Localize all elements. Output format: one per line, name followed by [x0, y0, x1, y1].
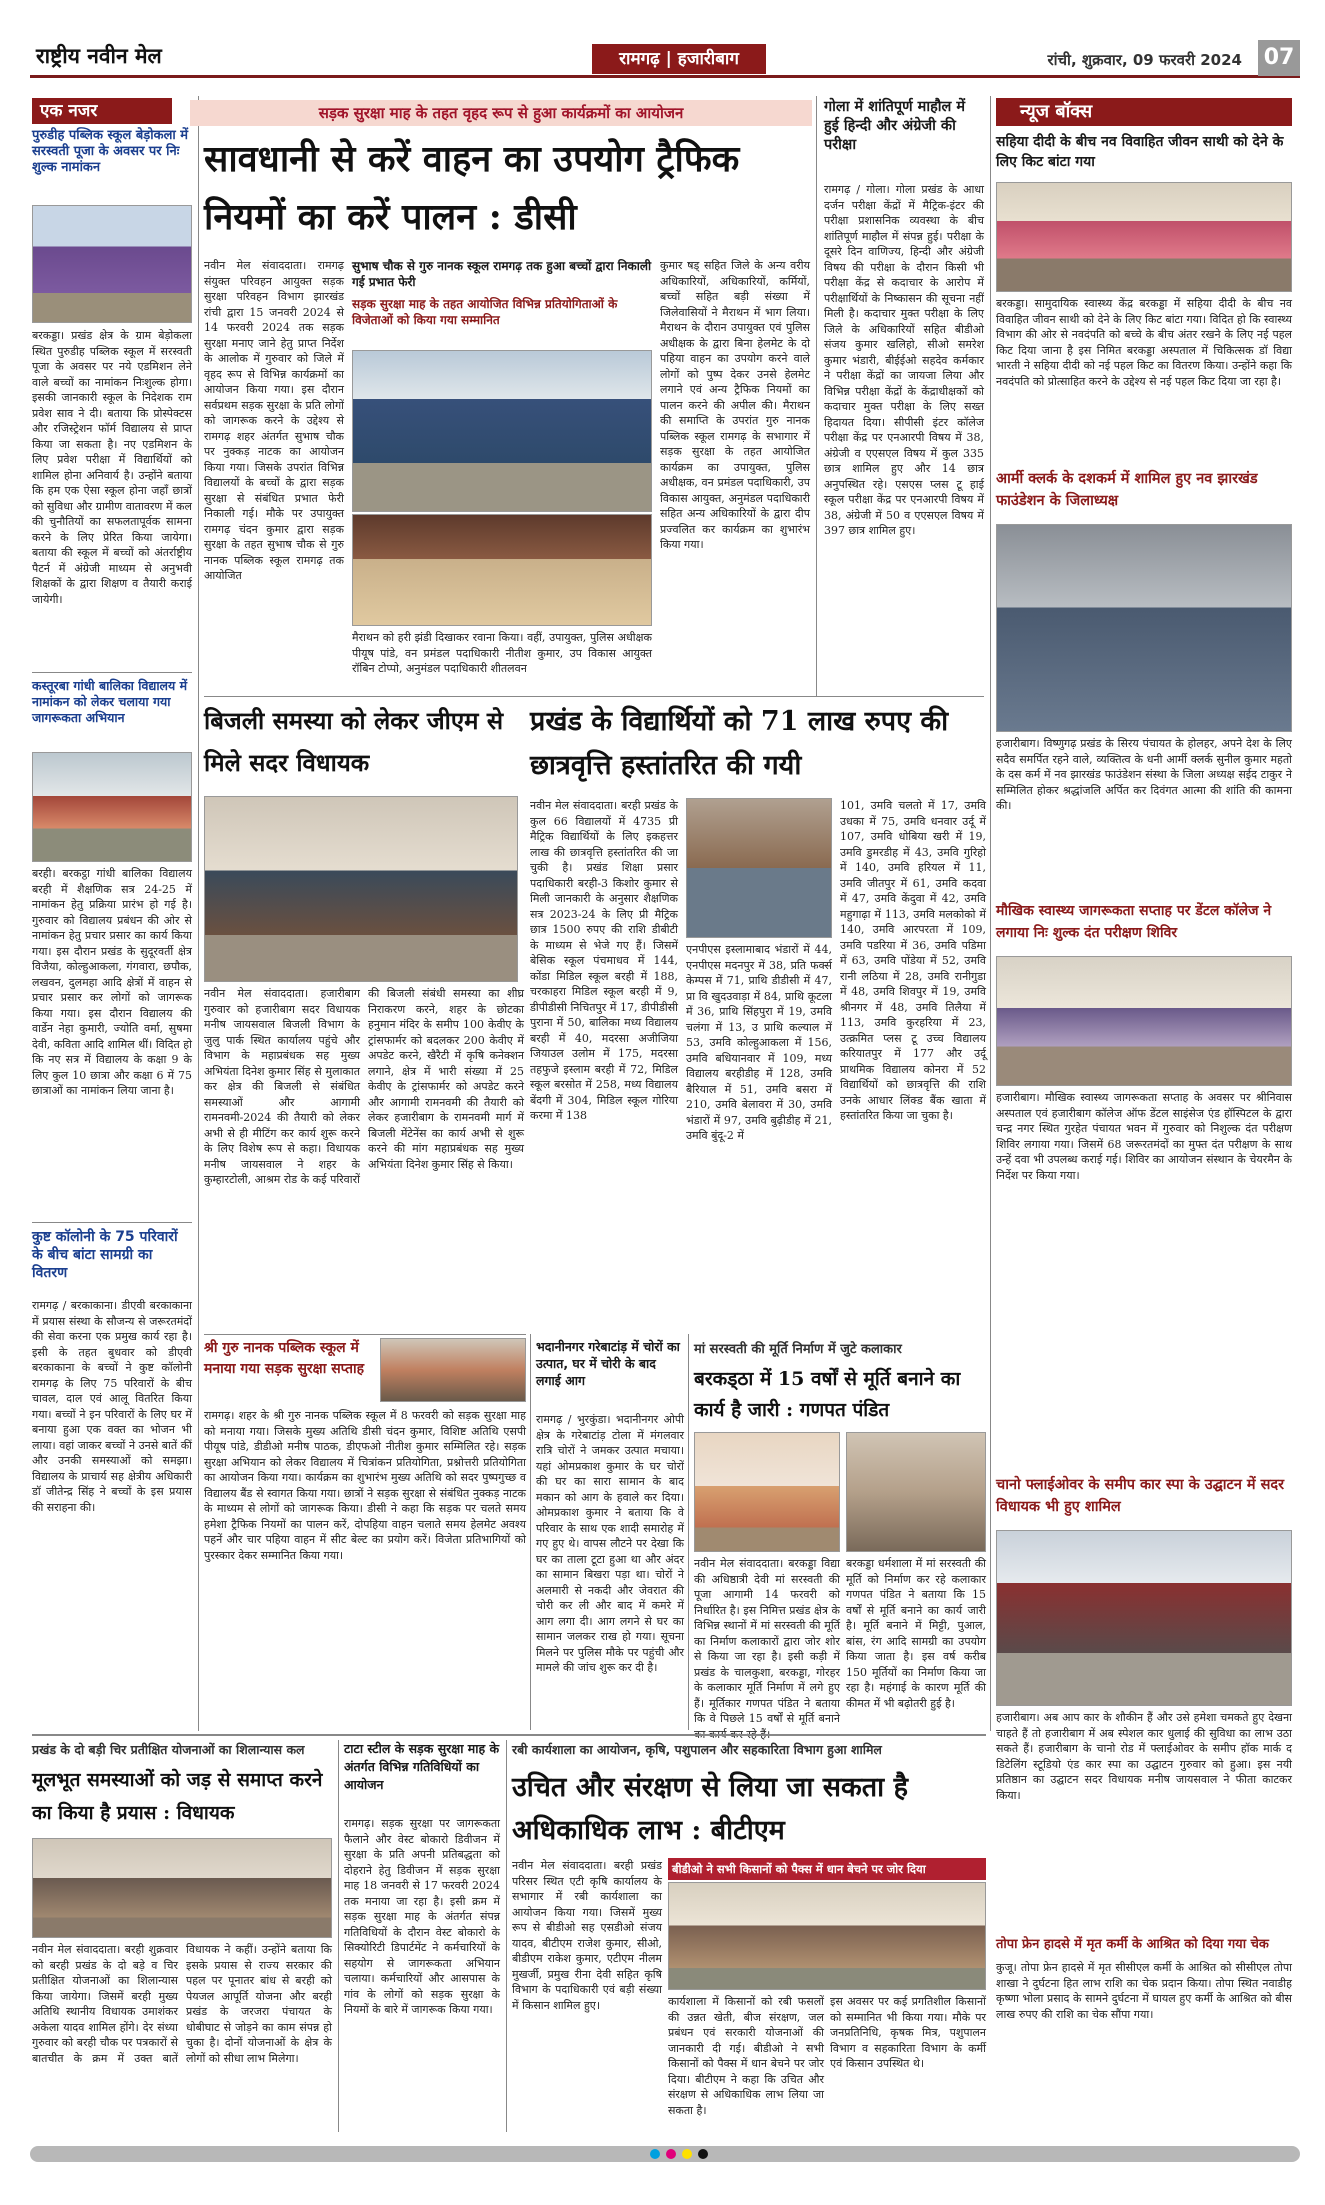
- bta-body3: इस अवसर पर कई प्रगतिशील किसानों को सम्मानित भी किया गया। मौके पर जनप्रतिनिधि, कृषक मित्र, पशुपालन विभाग व सहकारिता विभाग के कर्मी एवं किसान उपस्थित थे।: [830, 1995, 986, 2070]
- bta-kicker: रबी कार्यशाला का आयोजन, कृषि, पशुपालन और सहकारिता विभाग हुआ शामिल: [512, 1742, 882, 1757]
- ek-nazar-item3-title: कुष्ट कॉलोनी के 75 परिवारों के बीच बांटा सामग्री का वितरण: [32, 1229, 178, 1281]
- bijli-body: नवीन मेल संवाददाता। हजारीबाग गुरुवार को हजारीबाग सदर विधायक मनीष जायसवाल बिजली विभाग के जुलु पार्क स्थित कार्यालय पहुंचे और विभाग के महाप्रबंधक सह मुख्य अभियंता दिनेश कुमार सिंह से मुलाकात कर क्षेत्र की बिजली से संबंधित समस्याओं और आगामी रामनवमी-2024 की तैयारी को लेकर अभी से ही मीटिंग कर कार्य शुरू करने के लिए विशेष रूप से कहा। विधायक मनीष जायसवाल ने शहर के कुम्हारटोली, आश्रम रोड के कई परिवारों की बिजली संबंधी समस्या का शीघ्र निराकरण करने, शहर के छोटका हनुमान मंदिर के समीप 100 केवीए के ट्रांसफार्मर को बदलकर 200 केवीए में अपडेट करने, खैरैटी में कृषि कनेक्शन लगाने, क्षेत्र में भारी संख्या में 25 केवीए के ट्रांसफार्मर को अपडेट करने और आगामी रामनवमी की तैयारी को लेकर हजारीबाग के रामनवमी मार्ग में बिजली मेंटेनेंस का कार्य अभी से शुरू करने की मांग महाप्रबंधक सह मुख्य अभियंता दिनेश कुमार सिंह से किया।: [204, 987, 524, 1186]
- chhatra-col3: 101, उमवि चलतो में 17, उमवि उधका में 75, उमवि धनवार उर्दू में 107, उमवि धोबिया खरी में 19, उमवि डुमरडीह में 43, उमवि गुरिहो में 140, उमवि हरियल में 11, उमवि जीतपुर में 61, उमवि कदवा में 47, उमवि केंदुवा में 42, उमवि महुगाढ़ा में 113, उमवि मलकोको में 140, उमवि आरपरता में 109, उमवि पडरिया में 36, उमवि पडिमा में 63, उमवि पोंडेया में 52, उमवि रानी लठिया में 28, उमवि रानीगुडा में 48, उमवि शिवपुर में 19, उमवि श्रीनगर में 48, उमवि तिलैया में 113, उमवि कुरहरिया में 23, उत्क्रमित प्लस टू उच्च विद्यालय करियातपुर में 177 और उर्दू प्राथमिक विद्यालय कोनरा में 52 विद्यार्थियों को छात्रवृत्ति की राशि उनके आधार लिंक्ड बैंक खाता में हस्तांतरित किया जा चुका है।: [840, 799, 986, 1122]
- news-item1-title: सहिया दीदी के बीच नव विवाहित जीवन साथी को देने के लिए किट बांटा गया: [996, 134, 1284, 170]
- news-item3-title: मौखिक स्वास्थ्य जागरूकता सप्ताह पर डेंटल कॉलेज ने लगाया निः शुल्क दंत परीक्षण शिविर: [996, 903, 1272, 941]
- lead-photo-caption1: सुभाष चौक से गुरु नानक स्कूल रामगढ़ तक हुआ बच्चों द्वारा निकाली गई प्रभात फेरी: [352, 259, 652, 289]
- bijli-headline: बिजली समस्या को लेकर जीएम से मिले सदर विधायक: [204, 706, 504, 777]
- shilanyas-kicker: प्रखंड के दो बड़ी चिर प्रतीक्षित योजनाओं का शिलान्यास कल: [32, 1742, 305, 1757]
- car-spa-photo: [996, 1530, 1292, 1706]
- news-item5-body: कुजू। तोपा फ्रेन हादसे में मृत सीसीएल कर्मी के आश्रित को सीसीएल तोपा शाखा ने दुर्घटना हित लाभ राशि का चेक प्रदान किया। तोपा स्थित नवाडीह कृष्णा भोला प्रसाद के सामने दुर्घटना में घायल हुए कर्मी के आश्रित को बीस लाख रुपए की राशि का चेक सौंपा गया।: [996, 1961, 1292, 2021]
- sculptor-photo: [846, 1432, 986, 1552]
- ek-nazar-item3-body: रामगढ़ / बरकाकाना। डीएवी बरकाकाना में प्रयास संस्था के सौजन्य से जरूरतमंदों की सेवा करना एक प्रमुख कार्य रहा है। इसी के तहत बुधवार को डीएवी बरकाकाना के बच्चों ने कुष्ट कॉलोनी रामगढ़ के लिए 75 परिवारों के बीच चावल, दाल एवं आलू वितरित किया गया। बच्चों ने इन परिवारों के लिए घर में बनाया हुआ एक वक्त का भोजन भी लाया। वहां जाकर बच्चों ने उनसे बातें कीं और उनकी समस्याओं को समझा। विद्यालय के प्राचार्य सह क्षेत्रीय अधिकारी डॉ जीतेन्द्र सिंह ने बच्चों के इस प्रयास की सराहना की।: [32, 1299, 192, 1514]
- bta-headline: उचित और संरक्षण से लिया जा सकता है अधिकाधिक लाभ : बीटीएम: [512, 1772, 908, 1846]
- murti-body2: बरकड्डा धर्मशाला में मां सरस्वती की मूर्ति को निर्माण कर रहे कलाकार गणपत पंडित ने बताया कि 15 वर्षों से मूर्ति बनाने का कार्य जारी है। मूर्ति बनाने में मिट्टी, पुआल, बांस, रंग आदि सामग्री का उपयोग किया जाता है। इस वर्ष करीब 150 मूर्तियों का निर्माण किया जा रहा है। महंगाई के कारण मूर्ति की कीमत में भी बढ़ोतरी हुई है।: [846, 1557, 986, 1710]
- lead-headline: सावधानी से करें वाहन का उपयोग ट्रैफिक नियमों का करें पालन : डीसी: [204, 138, 740, 238]
- lead-col1: नवीन मेल संवाददाता। रामगढ़ संयुक्त परिवहन आयुक्त सड़क सुरक्षा परिवहन विभाग झारखंड रांची द्वारा 15 जनवरी 2024 से 14 फरवरी 2024 तक सड़क सुरक्षा मनाए जाने हेतु प्राप्त निर्देश के आलोक में गुरुवार को जिले में वृहद रूप से विभिन्न कार्यक्रमों का आयोजन किया गया। इस दौरान सर्वप्रथम सड़क सुरक्षा के प्रति लोगों को जागरूक करने के उद्देश्य से रामगढ़ शहर अंतर्गत सुभाष चौक पर नुक्कड़ नाटक का आयोजन किया गया। जिसके उपरांत विभिन्न विद्यालयों के बच्चों के द्वारा सड़क सुरक्षा से संबंधित प्रभात फेरी निकाली गई। मौके पर उपायुक्त रामगढ़ चंदन कुमार द्वारा सड़क सुरक्षा के तहत सुभाष चौक से गुरु नानक पब्लिक स्कूल रामगढ़ तक आयोजित: [204, 259, 344, 582]
- ek-nazar-item2-title: कस्तूरबा गांधी बालिका विद्यालय में नामांकन को लेकर चलाया गया जागरूकता अभियान: [32, 678, 188, 725]
- news-item2-body: हजारीबाग। विष्णुगढ़ प्रखंड के सिरय पंचायत के होलहर, अपने देश के लिए सदैव समर्पित रहने वाले, व्यक्तित्व के धनी आर्मी क्लर्क सुनील कुमार महतो के दस कर्म में नव झारखंड फाउंडेशन संस्था के जिला अध्यक्ष सईद टाकुर ने सम्मिलित होकर श्रद्धांजलि अर्पित कर दिवंगत आत्मा की शांति की कामना की।: [996, 737, 1292, 812]
- chhatra-headline: प्रखंड के विद्यार्थियों को 71 लाख रुपए की छात्रवृत्ति हस्तांतरित की गयी: [530, 706, 949, 781]
- lead-photo-caption2: सड़क सुरक्षा माह के तहत आयोजित विभिन्न प्रतियोगिताओं के विजेताओं को किया गया सम्मानित: [352, 297, 618, 327]
- murti-headline: बरकड्ठा में 15 वर्षों से मूर्ति बनाने का कार्य है जारी : गणपत पंडित: [694, 1368, 961, 1421]
- mla-press-photo: [32, 1838, 332, 1938]
- lead-kicker: सड़क सुरक्षा माह के तहत वृहद रूप से हुआ कार्यक्रमों का आयोजन: [190, 100, 812, 126]
- sahiya-kit-photo: [996, 182, 1292, 292]
- news-item4-title: चानो फ्लाईओवर के समीप कार स्पा के उद्घाटन में सदर विधायक भी हुए शामिल: [996, 1477, 1285, 1515]
- ek-nazar-item1-body: बरकड्डा। प्रखंड क्षेत्र के ग्राम बेड़ोकला स्थित पुरुडीह पब्लिक स्कूल में सरस्वती पूजा के अवसर पर नये एडमिशन लेने वाले बच्चों का नामांकन निःशुल्क होगा। इसकी जानकारी स्कूल के निदेशक राम प्रवेश साव ने दी। बताया कि प्रोस्पेक्टस और रजिस्ट्रेशन फॉर्म विद्यालय से प्राप्त किया जा सकता है। नए एडमिशन के लिए प्रवेश परीक्षा में विद्यार्थियों को शामिल होना अनिवार्य है। उन्होंने बताया कि हम एक ऐसा स्कूल होना जहाँ छात्रों को सुविधा और ग्रामीण वातावरण में कल की चुनौतियों का सफलतापूर्वक सामना करने के लिए प्रेरित किया जायेगा। बताया की स्कूल में बच्चों को अंतर्राष्ट्रीय पैटर्न में अंग्रेजी माध्यम से अनुभवी शिक्षकों के द्वारा शिक्षण व तैयारी कराई जायेगी।: [32, 329, 192, 606]
- dateline: रांची, शुक्रवार, 09 फरवरी 2024: [1047, 51, 1242, 69]
- gola-body: रामगढ़ / गोला। गोला प्रखंड के आधा दर्जन परीक्षा केंद्रों में मैट्रिक-इंटर की परीक्षा प्रशासनिक व्यवस्था के बीच शांतिपूर्ण माहौल में संपन्न हुई। परीक्षा के दूसरे दिन वाणिज्य, हिन्दी और अंग्रेजी विषय की परीक्षा के दौरान किसी भी परीक्षा केंद्र से कदाचार के आरोप में परीक्षार्थियों के निष्कासन की सूचना नहीं मिली है। कदाचार मुक्त परीक्षा के लिए जिले के अधिकारियों सहित बीडीओ संजय कुमार खलिहो, सीओ समरेश कुमार भंडारी, बीईईओ सहदेव कर्मकार ने परीक्षा केंद्रों का जायजा लिया और विभिन्न परीक्षा केंद्रों के केंद्राधीक्षकों को कदाचार मुक्त परीक्षा के लिए सख्त हिदायत दिया। सीपीसी इंटर कॉलेज परीक्षा केंद्र पर एनआरपी विषय में 38, अंग्रेजी व एएसएल विषय में कुल 335 छात्र शामिल हुए और 14 छात्र अनुपस्थित रहे। एसएस प्लस टू हाई स्कूल परीक्षा केंद्र पर एनआरपी विषय में 38, अंग्रेजी में 50 व एएसएल विषय में 397 छात्र शामिल हुए।: [824, 183, 984, 537]
- workshop-photo: [668, 1882, 986, 1990]
- bhadani-headline: भदानीनगर गरेबाटांड़ में चोरों का उत्पात, घर में चोरी के बाद लगाई आग: [536, 1339, 680, 1388]
- army-clerk-photo: [996, 524, 1292, 732]
- tata-body: रामगढ़। सड़क सुरक्षा पर जागरूकता फैलाने और वेस्ट बोकारो डिवीजन में सुरक्षा के प्रति अपनी प्रतिबद्धता को दोहराने हेतु डिवीजन में सड़क सुरक्षा माह 18 जनवरी से 17 फरवरी 2024 तक मनाया जा रहा है। इसी क्रम में सड़क सुरक्षा माह के अंतर्गत संपन्न गतिविधियों के दौरान वेस्ट बोकारो के सिक्योरिटी डिपार्टमेंट ने कर्मचारियों के सहयोग से जागरूकता अभियान चलाया। कर्मचारियों और आसपास के गांव के लोगों को सड़क सुरक्षा के नियमों के बारे में जागरूक किया गया।: [344, 1817, 500, 2016]
- ek-nazar-item1-title: पुरुडीह पब्लिक स्कूल बेड़ोकला में सरस्वती पूजा के अवसर पर निः शुल्क नामांकन: [32, 128, 189, 175]
- bijli-meeting-photo: [204, 796, 518, 982]
- lead-col3: कुमार षड्‌ सहित जिले के अन्य वरीय अधिकारियों, अधिकारियों, कर्मियों, बच्चों सहित बड़ी संख्या में जिलेवासियों ने मैराथन में भाग लिया। मैराथन के दौरान उपायुक्त एवं पुलिस अधीक्षक के द्वारा बिना हेलमेट के दो पहिया वाहन का उपयोग करने वाले लोगों को पुष्प देकर उनसे हेलमेट लगाने एवं अन्य ट्रैफिक नियमों का पालन करने की अपील की। मैराथन की समाप्ति के उपरांत गुरु नानक पब्लिक स्कूल रामगढ़ के सभागार में सड़क सुरक्षा के तहत आयोजित कार्यक्रम का उपायुक्त, पुलिस अधीक्षक, वन प्रमंडल पदाधिकारी, उप विकास आयुक्त, अनुमंडल पदाधिकारी सहित अन्य अधिकारियों के द्वारा दीप प्रज्वलित कर कार्यक्रम का शुभारंभ किया गया।: [660, 259, 810, 551]
- news-item1-body: बरकड्डा। सामुदायिक स्वास्थ्य केंद्र बरकड्डा में सहिया दीदी के बीच नव विवाहित जीवन साथी को देने के लिए किट बांटा गया। विदित हो कि स्वास्थ्य विभाग की ओर से नवदंपति को बच्चे के बीच अंतर रखने के लिए नई पहल किट दिया जाना है इस निमित बरकड्डा अस्पताल में चिकित्सक डॉ विद्या भारती ने सहिया दीदी को नई पहल किट का वितरण किया। उन्होंने कहा कि नवदंपति को प्रोत्साहित करने के उद्देश्य से नई पहल किट दिया जा रहा है।: [996, 297, 1292, 388]
- page-number: 07: [1258, 40, 1300, 76]
- news-item5-title: तोपा फ्रेन हादसे में मृत कर्मी के आश्रित को दिया गया चेक: [996, 1937, 1269, 1952]
- murti-kicker: मां सरस्वती की मूर्ति निर्माण में जुटे कलाकार: [694, 1342, 902, 1357]
- school-event-photo: [380, 1338, 526, 1402]
- chhatra-col2: एनपीएस इस्लामाबाद भंडारों में 44, एनपीएस मदनपुर में 38, प्रति फर्क्स केम्पस में 71, प्राथि डीडीसी में 47, प्रा वि खुदउवाड़ा में 84, प्राथि कूटला में 36, प्राथि सिंहपुरा में 19, उमवि चलंगा में 13, उ प्राथि कल्याल में 53, उमवि कोल्हुआकला में 156, उमवि बधियानवार में 109, मध्य विद्यालय बरहीडीह में 128, उमवि बैरियाल में 51, उमवि बसरा में 210, उमवि बेलावरा में 30, उमवि भंडारों में 97, उमवि बुढ़ीडीह में 21, उमवि बुंदू-2 में: [686, 943, 832, 1142]
- school-photo: [32, 205, 192, 323]
- brand-logo: राष्ट्रीय नवीन मेल: [36, 44, 162, 68]
- guru-nanak-headline: श्री गुरु नानक पब्लिक स्कूल में मनाया गया सड़क सुरक्षा सप्ताह: [204, 1340, 365, 1377]
- guru-nanak-body: रामगढ़। शहर के श्री गुरु नानक पब्लिक स्कूल में 8 फरवरी को सड़क सुरक्षा माह को मनाया गया। जिसके मुख्य अतिथि डीसी चंदन कुमार, विशिष्ट अतिथि एसपी पीयूष पांडे, डीडीओ मनीष पाठक, डीएफओ नीतीश कुमार सम्मिलित रहे। सड़क सुरक्षा अभियान को लेकर विद्यालय में चित्रांकन प्रतियोगिता, प्रश्नोत्तरी प्रतियोगिता का आयोजन किया गया। कार्यक्रम का शुभारंभ मुख्य अतिथि को सदर पुष्पगुच्छ व विद्यालय बैंड से स्वागत किया गया। छात्रों ने सड़क सुरक्षा से संबंधित नुक्कड़ नाटक के माध्यम से लोगों को जागरूक किया। डीसी ने कहा कि सड़क पर चलते समय हमेशा ट्रैफिक नियमों का पालन करें, दोपहिया वाहन चलाते समय हेलमेट अवश्य पहनें और चार पहिया वाहन में सीट बेल्ट का प्रयोग करें। विजेता प्रतिभागियों को पुरस्कार देकर सम्मानित किया गया।: [204, 1409, 526, 1562]
- marathon-photo: [352, 350, 652, 512]
- bta-body1: नवीन मेल संवाददाता। बरही प्रखंड परिसर स्थित एटी कृषि कार्यालय के सभागार में रबी कार्यशाला का आयोजन किया गया। जिसमें मुख्य रूप से बीडीओ सह एसडीओ संजय यादव, बीटीएम राजेश कुमार, सीओ, बीडीएम राकेश कुमार, एटीएम नीलम मुखर्जी, प्रमुख रीना देवी सहित कृषि विभाग के पदाधिकारी एवं बड़ी संख्या में किसान शामिल हुए।: [512, 1859, 662, 2012]
- bta-body2: कार्यशाला में किसानों को रबी फसलों की उन्नत खेती, बीज संरक्षण, जल प्रबंधन एवं सरकारी योजनाओं की जानकारी दी गई। बीडीओ ने सभी किसानों को पैक्स में धान बेचने पर जोर दिया। बीटीएम ने कहा कि उचित और संरक्षण से अधिकाधिक लाभ लिया जा सकता है।: [668, 1995, 824, 2117]
- news-item4-body: हजारीबाग। अब आप कार के शौकीन हैं और उसे हमेशा चमकते हुए देखना चाहते हैं तो हजारीबाग में अब स्पेशल कार धुलाई की सुविधा का लाभ उठा सकते हैं। हजारीबाग के चानो रोड में फ्लाईओवर के समीप हॉक मार्क द डिटेलिंग स्टूडियो एंड कार स्पा का उद्घाटन गुरुवार को हुआ। इस नयी प्रतिष्ठान का उद्घाटन सदर विधायक मनीष जायसवाल ने फीता काटकर किया।: [996, 1711, 1292, 1802]
- ek-nazar-item2-body: बरही। बरकट्ठा गांधी बालिका विद्यालय बरही में शैक्षणिक सत्र 24-25 में नामांकन हेतु प्रक्रिया प्रारंभ हो गई है। गुरुवार को विद्यालय प्रबंधन की ओर से नामांकन हेतु प्रचार प्रसार का कार्य किया गया। इस दौरान प्रखंड के सुदूरवर्ती क्षेत्र विजैया, कोल्हुआकला, गंगवारा, छपौक, लखवन, दुलमहा आदि क्षेत्रों में वाहन से प्रचार प्रसार कर लोगों को जागरूक किया गया। इस दौरान विद्यालय की वार्डेन नेहा कुमारी, ज्योति वर्मा, सुषमा देवी, कविता आदि शामिल थीं। विदित हो कि नए सत्र में विद्यालय के कक्षा 9 के लिए कुल 10 छात्रा और कक्षा 6 में 75 छात्राओं का नामांकन लिया जाना है।: [32, 867, 192, 1097]
- prize-ceremony-photo: [352, 514, 652, 626]
- gola-headline: गोला में शांतिपूर्ण माहौल में हुई हिन्दी और अंग्रेजी की परीक्षा: [824, 99, 966, 153]
- news-item2-title: आर्मी क्लर्क के दशकर्म में शामिल हुए नव झारखंड फाउंडेशन के जिलाध्यक्ष: [996, 471, 1258, 509]
- print-registration-bar: [30, 2146, 1300, 2162]
- saraswati-idol-photo: [694, 1432, 840, 1552]
- ek-nazar-label: एक नजर: [32, 98, 172, 124]
- bta-inset-caption: बीडीओ ने सभी किसानों को पैक्स में धान बेचने पर जोर दिया: [668, 1858, 986, 1880]
- murti-body1: नवीन मेल संवाददाता। बरकड्डा विद्या की अधिष्ठात्री देवी मां सरस्वती की पूजा आगामी 14 फरवरी को निर्धारित है। इस निमित्त प्रखंड क्षेत्र के विभिन्न स्थानों में मां सरस्वती की मूर्ति का निर्माण कलाकारों द्वारा जोर शोर से किया जा रहा है। इसी कड़ी में प्रखंड के चालकुशा, बरकड्डा, गोरहर के कलाकार मूर्ति निर्माण में लगे हुए हैं। मूर्तिकार गणपत पंडित ने बताया कि वे पिछले 15 वर्षों से मूर्ति बनाने: [694, 1557, 840, 1725]
- bhadani-body: रामगढ़ / भुरकुंडा। भदानीनगर ओपी क्षेत्र के गरेबाटांड़ टोला में मंगलवार रात्रि चोरों ने जमकर उत्पात मचाया। यहां ओमप्रकाश कुमार के घर चोरों की घर का सारा सामान के बाद मकान को आग के हवाले कर दिया। ओमप्रकाश कुमार ने बताया कि वे परिवार के साथ एक शादी समारोह में गए हुए थे। वापस लौटने पर देखा कि घर का ताला टूटा हुआ था और अंदर का सामान बिखरा पड़ा था। चोरों ने अलमारी से नकदी और जेवरात की चोरी कर ली और बाद में कमरे में आग लगा दी। आग लगने से घर का सामान जलकर राख हो गया। सूचना मिलने पर पुलिस मौके पर पहुंची और मामले की जांच शुरू कर दी है।: [536, 1413, 684, 1674]
- campaign-vehicle-photo: [32, 752, 192, 862]
- masthead: [30, 40, 1300, 78]
- shilanyas-headline: मूलभूत समस्याओं को जड़ से समाप्त करने का किया है प्रयास : विधायक: [32, 1769, 323, 1824]
- dental-camp-photo: [996, 956, 1292, 1086]
- news-box-label: न्यूज बॉक्स: [996, 98, 1292, 126]
- officer-portrait: [686, 798, 832, 938]
- news-item3-body: हजारीबाग। मौखिक स्वास्थ्य जागरूकता सप्ताह के अवसर पर श्रीनिवास अस्पताल एवं हजारीबाग कॉलेज ऑफ डेंटल साइंसेज एंड हॉस्पिटल के द्वारा चन्द्र नगर स्थित गुरहेत पंचायत भवन में गुरुवार को निशुल्क दंत परीक्षण शिविर लगाया गया। जिसमें 68 जरूरतमंदों का मुफ्त दंत परीक्षण के साथ उन्हें दवा भी उपलब्ध कराई गई। शिविर का आयोजन संस्थान के चेयरमैन के निर्देश पर किया गया।: [996, 1091, 1292, 1182]
- shilanyas-body: नवीन मेल संवाददाता। बरही शुक्रवार को बरही प्रखंड के दो बड़े व चिर प्रतीक्षित योजनाओं का शिलान्यास किया जायेगा। जिसमें बरही मुख्य अतिथि स्थानीय विधायक उमाशंकर अकेला यादव शामिल होंगे। देर संध्या गुरुवार को बरही चौक पर पत्रकारों से बातचीत के क्रम में उक्त बातें विधायक ने कहीं। उन्होंने बताया कि इसके प्रयास से राज्य सरकार की पहल पर पूनातर बांध से बरही को पेयजल आपूर्ति योजना और बरही प्रखंड के जरजरा पंचायत के धोबीघाट से जोड़ने का काम संपन्न हो चुका है। दोनों योजनाओं के क्षेत्र के लोगों को सीधा लाभ मिलेगा।: [32, 1943, 332, 2065]
- tata-headline: टाटा स्टील के सड़क सुरक्षा माह के अंतर्गत विभिन्न गतिविधियों का आयोजन: [344, 1741, 500, 1792]
- lead-under-photo: मैराथन को हरी झंडी दिखाकर रवाना किया। वहीं, उपायुक्त, पुलिस अधीक्षक पीयूष पांडे, वन प्रमंडल पदाधिकारी नीतीश कुमार, उप विकास आयुक्त रॉबिन टोप्पो, अनुमंडल पदाधिकारी शीतलवन: [352, 631, 652, 675]
- chhatra-col1: नवीन मेल संवाददाता। बरही प्रखंड के कुल 66 विद्यालयों में 4735 प्री मैट्रिक विद्यार्थियों के लिए इकहत्तर लाख की छात्रवृत्ति हस्तांतरित की जा चुकी है। प्रखंड शिक्षा प्रसार पदाधिकारी बरही-3 किशोर कुमार से मिली जानकारी के अनुसार शैक्षणिक सत्र 2023-24 के लिए प्री मैट्रिक छात्र 1500 रुपए की राशि डीबीटी के माध्यम से भेजे गए हैं। जिसमें बेसिक स्कूल पंचमाधव में 144, कोंडा मिडिल स्कूल बरही में 188, चरकाहरा मिडिल स्कूल बरही में 9, डीपीडीसी निचितपुर में 17, डीपीडीसी पुराना में 50, बालिका मध्य विद्यालय बरही में 40, मदरसा अजीजिया जियाउल उलोम में 175, मदरसा तहफुजे इस्लाम बरही में 72, मिडिल स्कूल बरसोत में 258, मध्य विद्यालय बेंदगी में 304, मिडिल स्कूल गोरिया करमा में 138: [530, 799, 678, 1122]
- section-tag: रामगढ़ | हजारीबाग: [592, 44, 766, 74]
